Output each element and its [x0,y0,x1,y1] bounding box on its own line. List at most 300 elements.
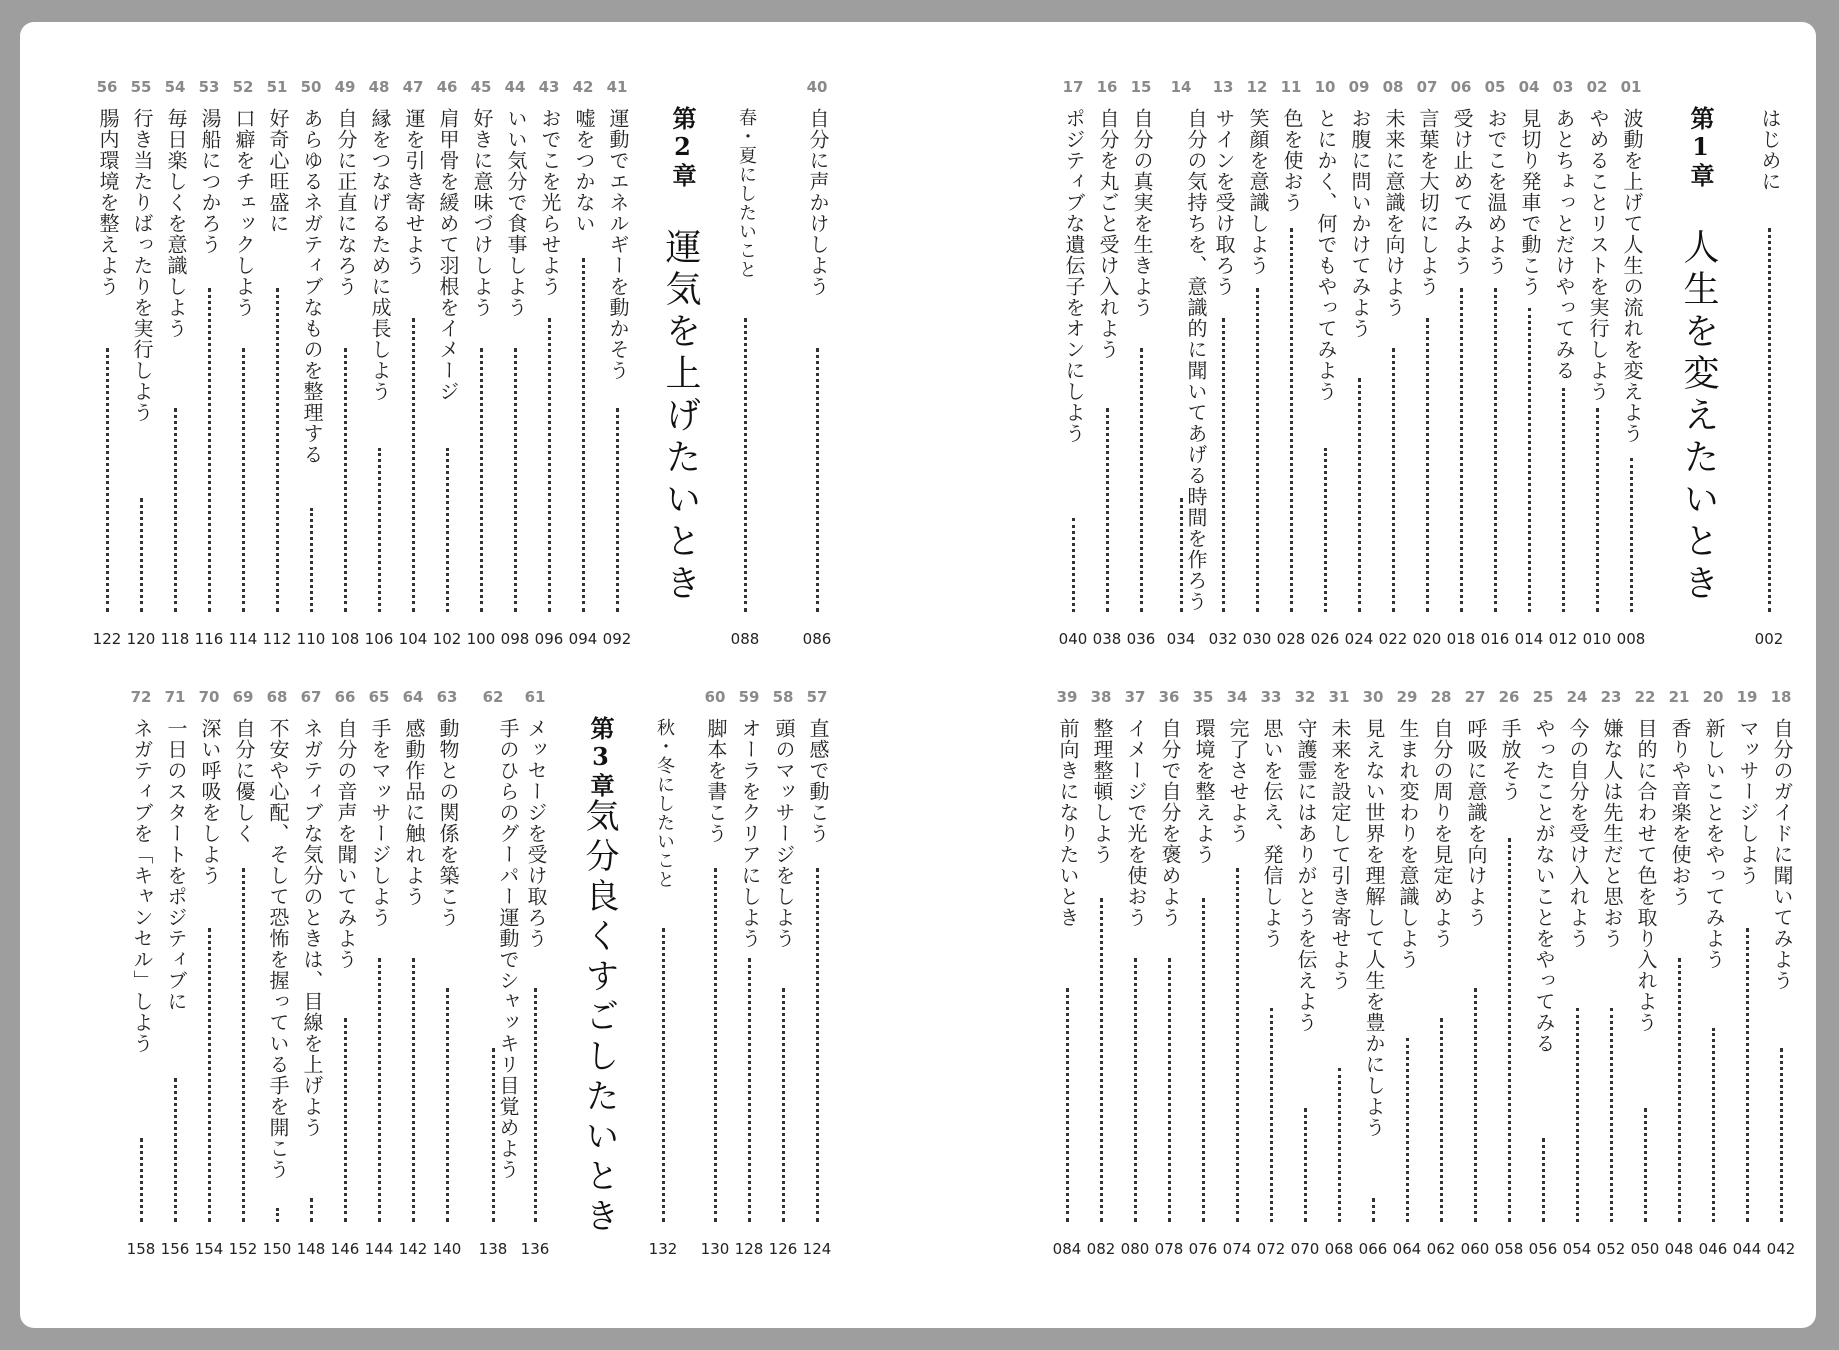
toc-entry[interactable] [1308,78,1342,648]
leader-dots [1066,988,1069,1222]
entry-number: 09 [1348,78,1370,96]
page-number: 132 [648,1240,678,1258]
entry-number: 17 [1062,78,1084,96]
entry-title: 前向きになりたいとき [1056,718,1080,928]
leader-dots [1202,898,1205,1222]
entry-number: 66 [334,688,356,706]
toc-entry[interactable] [1492,688,1526,1258]
leader-dots [140,498,143,612]
chapter-2-heading [650,78,710,648]
page-number: 044 [1732,1240,1762,1258]
toc-entry[interactable] [1424,688,1458,1258]
entry-title: ネガティブを「キャンセル」しよう [130,718,154,1054]
toc-entry[interactable] [1764,688,1798,1258]
entry-number: 42 [572,78,594,96]
entry-title: サインを受け取ろう [1212,108,1236,297]
toc-entry[interactable] [158,688,192,1258]
entry-number: 52 [232,78,254,96]
entry-title: お腹に問いかけてみよう [1348,108,1372,339]
toc-entry[interactable] [464,78,498,648]
page-number: 158 [126,1240,156,1258]
toc-entry[interactable] [1730,688,1764,1258]
toc-entry[interactable] [1124,78,1158,648]
leader-dots [1134,958,1137,1222]
toc-entry[interactable] [1152,688,1186,1258]
toc-entry[interactable] [498,78,532,648]
entry-title: とにかく、何でもやってみよう [1314,108,1338,402]
entry-number: 35 [1192,688,1214,706]
entry-title: マッサージしよう [1736,718,1760,886]
toc-entry[interactable] [1526,688,1560,1258]
toc-entry[interactable] [1356,688,1390,1258]
toc-entry[interactable] [800,688,834,1258]
entry-number: 18 [1770,688,1792,706]
entry-title: はじめに [1758,108,1782,192]
toc-entry[interactable] [1444,78,1478,648]
entry-number: 29 [1396,688,1418,706]
page-number: 122 [92,630,122,648]
entry-number: 37 [1124,688,1146,706]
entry-title: 自分の真実を生きよう [1130,108,1154,318]
leader-dots [208,928,211,1222]
page-number: 150 [262,1240,292,1258]
leader-dots [1236,868,1239,1222]
leader-dots [310,508,313,612]
toc-entry[interactable] [518,688,552,1258]
toc-entry[interactable] [566,78,600,648]
entry-title: 好奇心旺盛に [266,108,290,234]
entry-number: 38 [1090,688,1112,706]
entry-number: 34 [1226,688,1248,706]
page-number: 112 [262,630,292,648]
chapter-label: 第1章 [1686,106,1715,189]
page-number: 142 [398,1240,428,1258]
leader-dots [1780,1048,1783,1222]
leader-dots [480,348,483,612]
leader-dots [1106,408,1109,612]
leader-dots [1180,498,1183,612]
page-number: 088 [730,630,760,648]
leader-dots [174,1078,177,1222]
toc-entry[interactable] [1594,688,1628,1258]
toc-entry[interactable] [260,688,294,1258]
page-number: 080 [1120,1240,1150,1258]
page-number: 036 [1126,630,1156,648]
entry-number: 23 [1600,688,1622,706]
leader-dots [242,348,245,612]
entry-title: 肩甲骨を緩めて羽根をイメージ [436,108,460,402]
entry-title: 腸内環境を整えよう [96,108,120,297]
entry-number: 41 [606,78,628,96]
leader-dots [208,288,211,612]
entry-number: 25 [1532,688,1554,706]
entry-number: 05 [1484,78,1506,96]
entry-number: 36 [1158,688,1180,706]
entry-title: やめることリストを実行しよう [1586,108,1610,402]
leader-dots [1610,1008,1613,1222]
entry-number: 24 [1566,688,1588,706]
toc-entry[interactable] [1050,688,1084,1258]
leader-dots [1678,958,1681,1222]
entry-number: 72 [130,688,152,706]
page-number: 024 [1344,630,1374,648]
entry-number: 13 [1212,78,1234,96]
entry-number: 12 [1246,78,1268,96]
entry-number: 60 [704,688,726,706]
entry-number: 61 [524,688,546,706]
entry-number: 11 [1280,78,1302,96]
entry-title: 整理整頓しよう [1090,718,1114,865]
entry-number: 51 [266,78,288,96]
toc-entry[interactable] [1614,78,1648,648]
toc-entry[interactable] [1512,78,1546,648]
page-number: 026 [1310,630,1340,648]
toc-entry[interactable] [1628,688,1662,1258]
entry-number: 69 [232,688,254,706]
page-number: 062 [1426,1240,1456,1258]
entry-number: 08 [1382,78,1404,96]
entry-title: 色を使おう [1280,108,1304,213]
leader-dots [1338,1068,1341,1222]
entry-title: 自分の気持ちを、意識的に聞いてあげる時間を作ろう [1184,108,1208,612]
entry-number: 39 [1056,688,1078,706]
toc-entry[interactable] [1186,688,1220,1258]
leader-dots [310,1198,313,1222]
toc-entry-intro[interactable] [1752,78,1786,648]
entry-title: 感動作品に触れよう [402,718,426,907]
page-number: 042 [1766,1240,1796,1258]
entry-title: 受け止めてみよう [1450,108,1474,276]
page-number: 082 [1086,1240,1116,1258]
toc-entry[interactable] [226,78,260,648]
toc-entry[interactable] [90,78,124,648]
chapter-label: 第2章 [668,106,697,189]
page-number: 106 [364,630,394,648]
leader-dots [748,958,751,1222]
entry-number: 40 [806,78,828,96]
toc-entry[interactable] [1662,688,1696,1258]
page-number: 066 [1358,1240,1388,1258]
entry-number: 28 [1430,688,1452,706]
entry-number: 58 [772,688,794,706]
toc-entry[interactable] [1458,688,1492,1258]
leader-dots [816,868,819,1222]
page-number: 048 [1664,1240,1694,1258]
chapter-label: 第3章 [586,716,615,799]
page-number: 152 [228,1240,258,1258]
leader-dots [514,348,517,612]
toc-entry[interactable] [1090,78,1124,648]
entry-title: 好きに意味づけしよう [470,108,494,318]
leader-dots [140,1138,143,1222]
page-number: 148 [296,1240,326,1258]
toc-entry[interactable] [1478,78,1512,648]
entry-number: 54 [164,78,186,96]
leader-dots [1100,898,1103,1222]
entry-title: オーラをクリアにしよう [738,718,762,949]
page-number: 038 [1092,630,1122,648]
toc-entry[interactable] [158,78,192,648]
toc-entry[interactable] [362,78,396,648]
leader-dots [1508,838,1511,1222]
toc-entry[interactable] [1546,78,1580,648]
entry-number: 22 [1634,688,1656,706]
toc-entry[interactable] [294,688,328,1258]
entry-title: 言葉を大切にしよう [1416,108,1440,297]
toc-section-autumn-winter[interactable] [646,688,680,1258]
entry-title: 湯船につかろう [198,108,222,255]
entry-title: イメージで光を使おう [1124,718,1148,928]
leader-dots [816,348,819,612]
toc-entry[interactable] [600,78,634,648]
leader-dots [106,348,109,612]
entry-number: 01 [1620,78,1642,96]
toc-entry[interactable] [1084,688,1118,1258]
page-number: 040 [1058,630,1088,648]
entry-title: 手放そう [1498,718,1522,802]
entry-number: 67 [300,688,322,706]
leader-dots [1746,928,1749,1222]
leader-dots [1426,318,1429,612]
entry-number: 21 [1668,688,1690,706]
entry-number: 04 [1518,78,1540,96]
page-number: 010 [1582,630,1612,648]
entry-number: 32 [1294,688,1316,706]
entry-number: 48 [368,78,390,96]
page-number: 074 [1222,1240,1252,1258]
entry-number: 31 [1328,688,1350,706]
toc-entry[interactable] [1164,78,1208,648]
leader-dots [1358,378,1361,612]
entry-title: 笑顔を意識しよう [1246,108,1270,276]
toc-entry[interactable] [430,688,464,1258]
page-number: 140 [432,1240,462,1258]
leader-dots [378,958,381,1222]
toc-entry[interactable] [1220,688,1254,1258]
toc-entry[interactable] [1342,78,1376,648]
entry-number: 50 [300,78,322,96]
entry-number: 45 [470,78,492,96]
entry-title: 縁をつなげるために成長しよう [368,108,392,402]
entry-title: ネガティブな気分のときは、目線を上げよう [300,718,324,1138]
page-number: 012 [1548,630,1578,648]
leader-dots [412,318,415,612]
page-number: 108 [330,630,360,648]
toc-entry[interactable] [294,78,328,648]
entry-number: 57 [806,688,828,706]
entry-title: 手のひらのグーパー運動でシャッキリ目覚めよう [496,718,520,1180]
page-number: 068 [1324,1240,1354,1258]
page-number: 056 [1528,1240,1558,1258]
entry-number: 68 [266,688,288,706]
entry-title: 自分の周りを見定めよう [1430,718,1454,949]
toc-entry[interactable] [698,688,732,1258]
toc-entry[interactable] [226,688,260,1258]
toc-entry[interactable] [1206,78,1240,648]
page-number: 154 [194,1240,224,1258]
entry-number: 47 [402,78,424,96]
entry-title: 運動でエネルギーを動かそう [606,108,630,381]
page-number: 124 [802,1240,832,1258]
chapter-title: 気分良くすごしたいとき [579,798,619,1238]
entry-number: 03 [1552,78,1574,96]
toc-entry[interactable] [1376,78,1410,648]
entry-title: 一日のスタートをポジティブに [164,718,188,1012]
toc-entry[interactable] [1240,78,1274,648]
toc-entry[interactable] [124,78,158,648]
entry-number: 06 [1450,78,1472,96]
entry-title: 深い呼吸をしよう [198,718,222,886]
toc-entry[interactable] [1118,688,1152,1258]
entry-title: 自分に優しく [232,718,256,844]
page-number: 016 [1480,630,1510,648]
toc-entry[interactable] [766,688,800,1258]
toc-entry[interactable] [328,688,362,1258]
section-title: 秋・冬にしたいこと [654,718,675,889]
page-number: 118 [160,630,190,648]
entry-number: 16 [1096,78,1118,96]
entry-number: 44 [504,78,526,96]
entry-number: 43 [538,78,560,96]
page-number: 096 [534,630,564,648]
entry-title: 見切り発車で動こう [1518,108,1542,297]
toc-entry[interactable] [1410,78,1444,648]
leader-dots [1528,308,1531,612]
entry-number: 20 [1702,688,1724,706]
leader-dots [378,448,381,612]
entry-number: 65 [368,688,390,706]
leader-dots [1168,958,1171,1222]
chapter-title: 人生を変えたいとき [1678,228,1719,606]
entry-number: 07 [1416,78,1438,96]
leader-dots [1494,288,1497,612]
leader-dots [1542,1138,1545,1222]
leader-dots [492,1048,495,1222]
chapter-title: 運気を上げたいとき [660,228,701,606]
toc-entry[interactable] [430,78,464,648]
toc-entry[interactable] [328,78,362,648]
toc-entry[interactable] [1390,688,1424,1258]
entry-title: 完了させよう [1226,718,1250,844]
toc-entry[interactable] [362,688,396,1258]
page-number: 120 [126,630,156,648]
entry-number: 27 [1464,688,1486,706]
entry-title: あとちょっとだけやってみる [1552,108,1576,381]
toc-entry[interactable] [396,78,430,648]
entry-number: 15 [1130,78,1152,96]
entry-number: 14 [1170,78,1192,96]
leader-dots [1630,458,1633,612]
entry-number: 26 [1498,688,1520,706]
leader-dots [1140,348,1143,612]
entry-title: ポジティブな遺伝子をオンにしよう [1062,108,1086,444]
leader-dots [412,958,415,1222]
page-number: 054 [1562,1240,1592,1258]
toc-entry[interactable] [1322,688,1356,1258]
toc-entry[interactable] [732,688,766,1258]
page-number: 092 [602,630,632,648]
toc-entry[interactable] [124,688,158,1258]
leader-dots [1474,988,1477,1222]
page-number: 138 [478,1240,508,1258]
leader-dots [1256,288,1259,612]
toc-entry[interactable] [192,78,226,648]
page-number: 084 [1052,1240,1082,1258]
leader-dots [582,258,585,612]
toc-entry[interactable] [1274,78,1308,648]
leader-dots [1440,1018,1443,1222]
entry-title: 未来に意識を向けよう [1382,108,1406,318]
entry-number: 63 [436,688,458,706]
leader-dots [662,928,665,1222]
page-number: 130 [700,1240,730,1258]
leader-dots [174,408,177,612]
toc-entry[interactable] [396,688,430,1258]
entry-number: 64 [402,688,424,706]
toc-section-spring-summer[interactable] [728,78,762,648]
page-number: 078 [1154,1240,1184,1258]
leader-dots [1392,348,1395,612]
leader-dots [1562,388,1565,612]
toc-entry[interactable] [192,688,226,1258]
entry-title: 手をマッサージしよう [368,718,392,928]
toc-entry[interactable] [260,78,294,648]
page-number: 058 [1494,1240,1524,1258]
leader-dots [446,988,449,1222]
toc-entry[interactable] [1696,688,1730,1258]
page-number: 034 [1166,630,1196,648]
page-number: 020 [1412,630,1442,648]
toc-entry[interactable] [1254,688,1288,1258]
entry-title: 自分のガイドに聞いてみよう [1770,718,1794,991]
table-of-contents-spread [20,22,1816,1328]
page-number: 022 [1378,630,1408,648]
toc-entry[interactable] [1560,688,1594,1258]
leader-dots [344,1018,347,1222]
toc-entry[interactable] [1056,78,1090,648]
leader-dots [1406,1038,1409,1222]
toc-entry[interactable] [800,78,834,648]
entry-title: 思いを伝え、発信しよう [1260,718,1284,949]
toc-entry[interactable] [1288,688,1322,1258]
page-number: 110 [296,630,326,648]
leader-dots [616,408,619,612]
entry-number: 19 [1736,688,1758,706]
entry-title: 口癖をチェックしよう [232,108,256,318]
page-number: 072 [1256,1240,1286,1258]
page-number: 094 [568,630,598,648]
entry-title: 嘘をつかない [572,108,596,234]
entry-number: 30 [1362,688,1384,706]
page-number: 086 [802,630,832,648]
leader-dots [1768,228,1771,612]
page-number: 136 [520,1240,550,1258]
leader-dots [446,448,449,612]
page-number: 030 [1242,630,1272,648]
entry-number: 33 [1260,688,1282,706]
entry-title: 自分を丸ごと受け入れよう [1096,108,1120,360]
toc-entry[interactable] [1580,78,1614,648]
entry-title: やったことがないことをやってみる [1532,718,1556,1054]
toc-entry[interactable] [476,688,520,1258]
entry-title: 脚本を書こう [704,718,728,844]
toc-entry[interactable] [532,78,566,648]
entry-title: おでこを温めよう [1484,108,1508,276]
section-title: 春・夏にしたいこと [736,108,757,279]
entry-title: おでこを光らせよう [538,108,562,297]
page-number: 032 [1208,630,1238,648]
leader-dots [1644,1108,1647,1222]
